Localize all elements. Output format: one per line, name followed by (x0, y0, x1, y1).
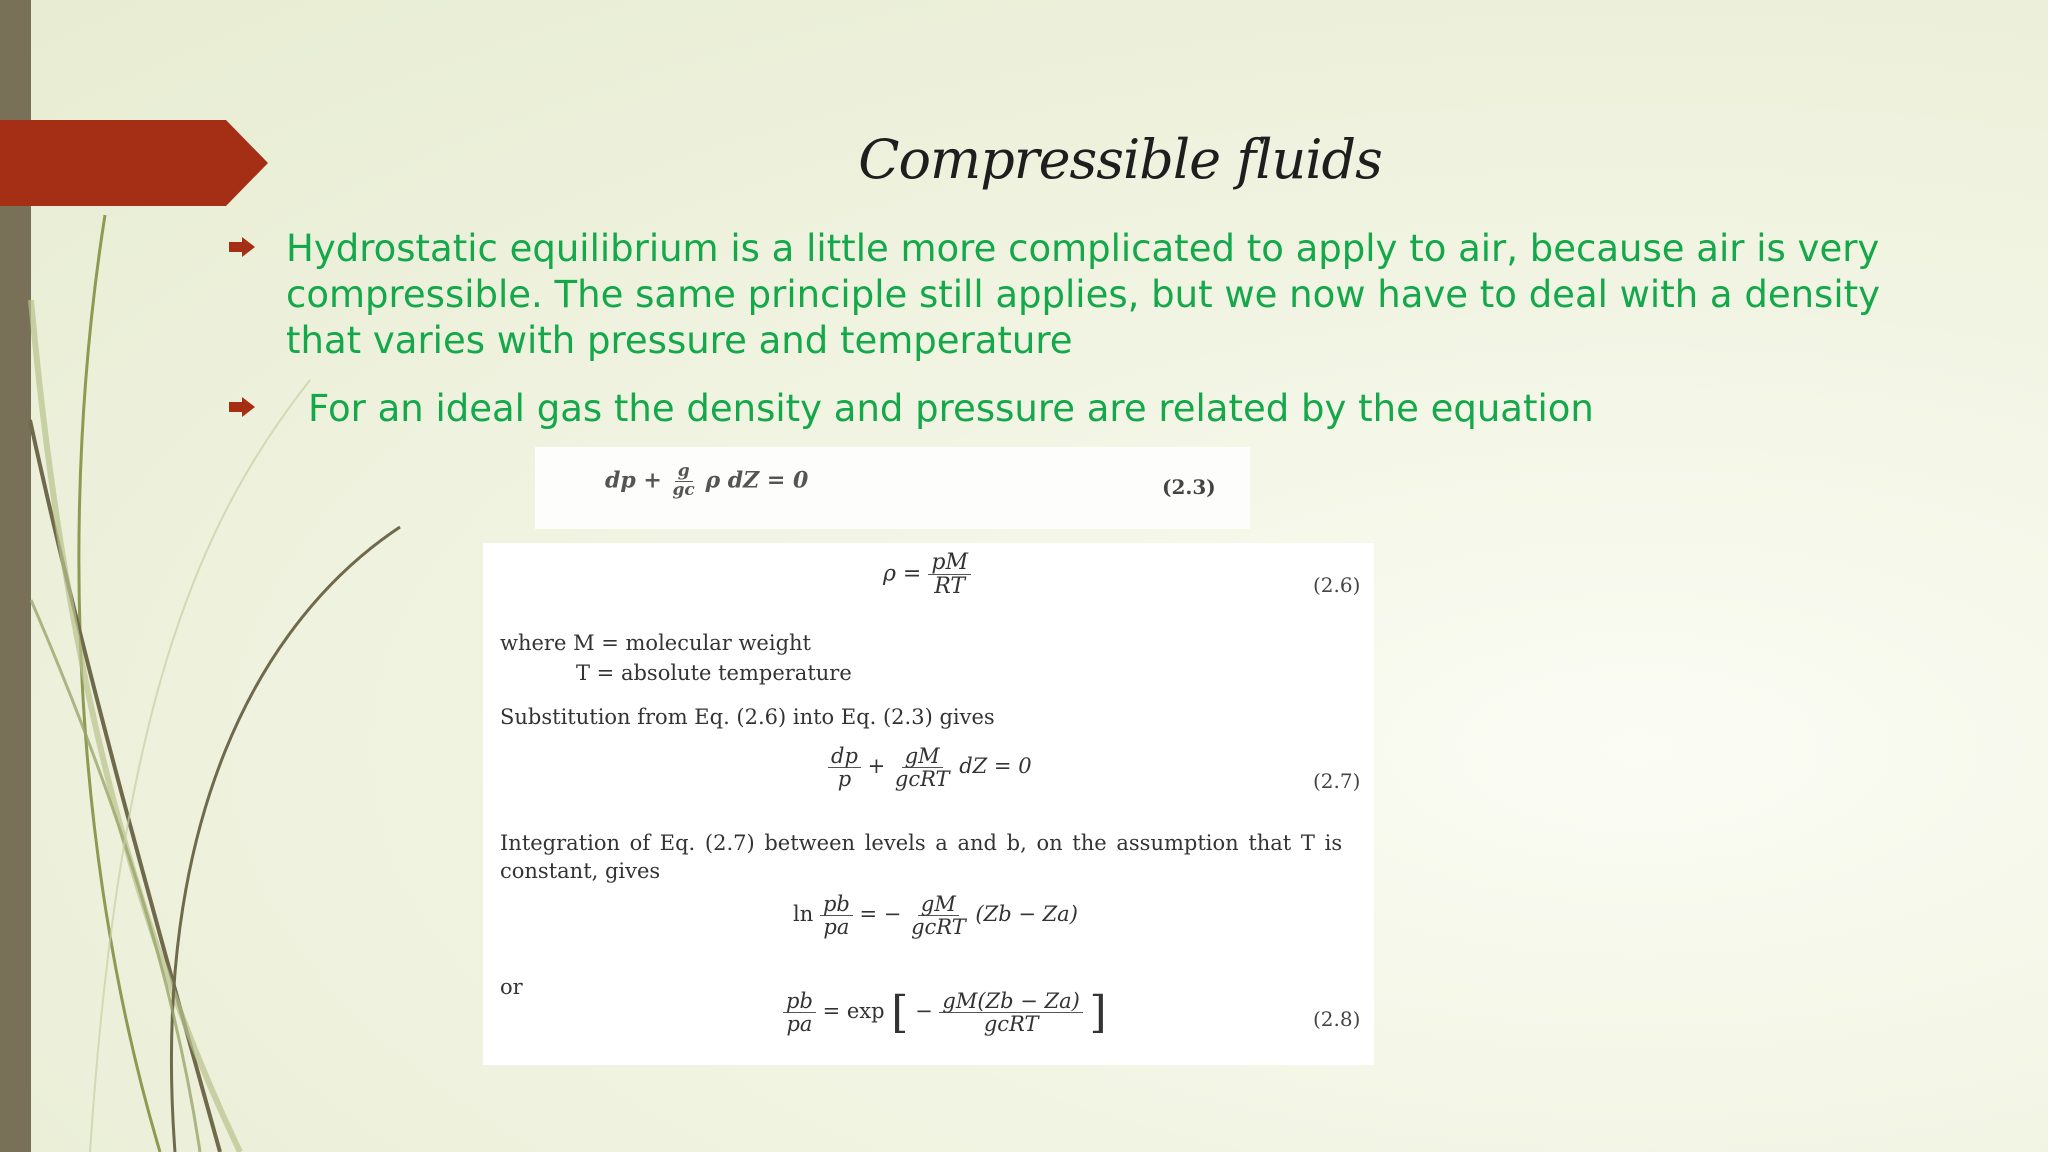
equation-number: (2.8) (1313, 1007, 1361, 1031)
equation-2-6: ρ = $\frac{pM}{RT}$ (883, 551, 971, 598)
bullet-item (228, 226, 1908, 364)
arrow-bullet-icon (228, 236, 256, 258)
bullet-item (228, 386, 1908, 432)
equation-2-3: dp + $\frac{g}{gc}$ ρ dZ = 0 (605, 461, 809, 500)
integration-text: Integration of Eq. (2.7) between levels a and b, on the assumption that T is (500, 831, 1343, 855)
title-accent-arrow (0, 120, 270, 206)
arrow-bullet-icon (228, 396, 256, 418)
equation-2-8: $\frac{pb}{pa}$ = exp [ − $\frac{gM(Zb - Za)}{\text{gcRT}}$ ] (783, 987, 1107, 1038)
equation-image-2-3 (535, 447, 1250, 529)
equation-2-7: $\frac{dp}{p}$ + $\frac{gM}{\text{gcRT}}$ dZ = 0 (828, 745, 1032, 790)
equation-number: (2.7) (1313, 769, 1361, 793)
integration-text: constant, gives (500, 859, 661, 883)
equation-number: (2.6) (1313, 573, 1361, 597)
bullet-text: For an ideal gas the density and pressure are related by the equation (308, 387, 1594, 430)
where-line: T = absolute temperature (576, 661, 852, 685)
slide-title: Compressible fluids (858, 128, 1382, 191)
where-line: where M = molecular weight (500, 631, 811, 655)
substitution-text: Substitution from Eq. (2.6) into Eq. (2.3) gives (500, 705, 995, 729)
bullet-list (228, 226, 1908, 454)
or-text: or (500, 975, 523, 999)
equation-number: (2.3) (1162, 475, 1216, 499)
equation-ln: ln $\frac{pb}{pa}$ = − $\frac{gM}{\text{gcRT}}$ (Zb − Za) (793, 892, 1078, 940)
bullet-text: Hydrostatic equilibrium is a little more complicated to apply to air, because air is very compressible. The same principle still applies, but we now have to deal with a density that varies with pressure and temperature (286, 227, 1881, 362)
equation-image-main (483, 543, 1374, 1065)
